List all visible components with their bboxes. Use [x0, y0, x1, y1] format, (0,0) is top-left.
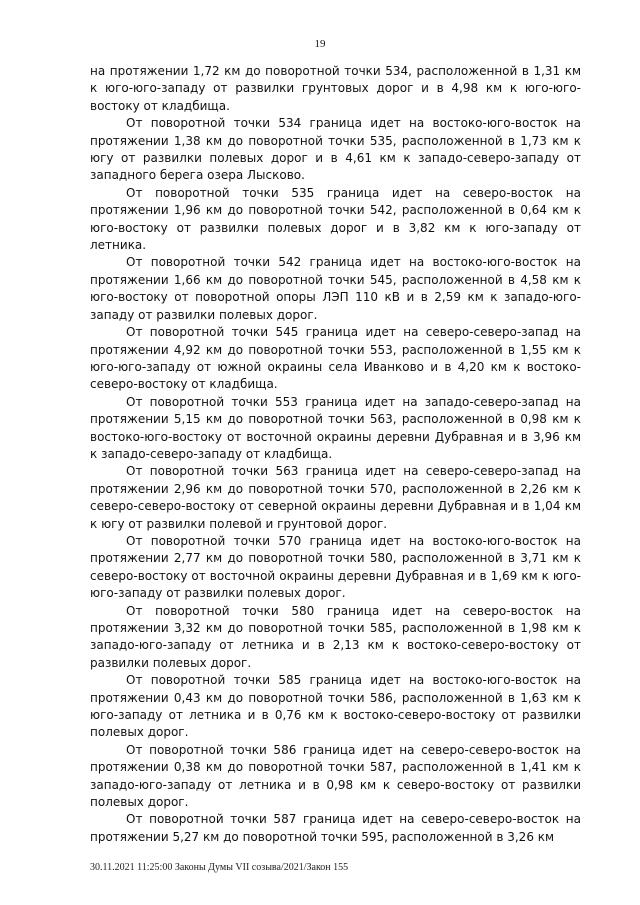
paragraph: От поворотной точки 534 граница идет на востоко-юго-восток на протяжении 1,38 км до поворотной точки 535, расположенной в 1,73 км к югу от развилки полевых дорог и в 4,61 км к западо-северо-западу от западного берега озера Лысково. — [90, 116, 581, 183]
paragraph: От поворотной точки 563 граница идет на северо-северо-запад на протяжении 2,96 км до поворотной точки 570, расположенной в 2,26 км к северо-северо-востоку от северной окраины деревни Дубравная и в 1,04 км к югу от развилки полевой и грунтовой дорог. — [90, 464, 581, 531]
paragraph: От поворотной точки 587 граница идет на северо-северо-восток на протяжении 5,27 км до поворотной точки 595, расположенной в 3,26 км — [90, 812, 581, 844]
document-footer: 30.11.2021 11:25:00 Законы Думы VII созыва/2021/Закон 155 — [90, 862, 349, 873]
paragraph: От поворотной точки 535 граница идет на северо-восток на протяжении 1,96 км до поворотной точки 542, расположенной в 0,64 км к юго-востоку от развилки полевых дорог и в 3,82 км к юго-западу от летника. — [90, 185, 581, 253]
paragraph: От поворотной точки 580 граница идет на северо-восток на протяжении 3,32 км до поворотной точки 585, расположенной в 1,98 км к западо-юго-западу от летника и в 2,13 км к востоко-северо-востоку от развилки полевых дорог. — [90, 603, 581, 670]
paragraph: От поворотной точки 545 граница идет на северо-северо-запад на протяжении 4,92 км до поворотной точки 553, расположенной в 1,55 км к юго-юго-западу от южной окраины села Иванково и в 4,20 км к востоко-северо-востоку от кладбища. — [90, 325, 581, 392]
paragraph: на протяжении 1,72 км до поворотной точки 534, расположенной в 1,31 км к юго-юго-западу от развилки грунтовых дорог и в 4,98 км к юго-юго-востоку от кладбища. — [90, 64, 581, 113]
paragraph: От поворотной точки 585 граница идет на востоко-юго-восток на протяжении 0,43 км до поворотной точки 586, расположенной в 1,63 км к юго-западу от летника и в 0,76 км к востоко-северо-востоку от развилки полевых дорог. — [90, 673, 581, 740]
paragraph: От поворотной точки 553 граница идет на западо-северо-запад на протяжении 5,15 км до поворотной точки 563, расположенной в 0,98 км к востоко-юго-востоку от восточной окраины деревни Дубравная и в 3,96 км к западо-северо-западу от кладбища. — [90, 394, 581, 461]
paragraph: От поворотной точки 570 граница идет на востоко-юго-восток на протяжении 2,77 км до поворотной точки 580, расположенной в 3,71 км к северо-востоку от восточной окраины деревни Дубравная и в 1,69 км к юго-юго-западу от развилки полевых дорог. — [90, 533, 581, 601]
page-number: 19 — [314, 38, 326, 50]
body-text — [90, 63, 581, 846]
paragraph: От поворотной точки 586 граница идет на северо-северо-восток на протяжении 0,38 км до поворотной точки 587, расположенной в 1,41 км к западо-юго-западу от летника и в 0,98 км к северо-востоку от развилки полевых дорог. — [90, 742, 581, 810]
paragraph: От поворотной точки 542 граница идет на востоко-юго-восток на протяжении 1,66 км до поворотной точки 545, расположенной в 4,58 км к юго-востоку от поворотной опоры ЛЭП 110 кВ и в 2,59 км к западо-юго-западу от развилки полевых дорог. — [90, 255, 581, 322]
